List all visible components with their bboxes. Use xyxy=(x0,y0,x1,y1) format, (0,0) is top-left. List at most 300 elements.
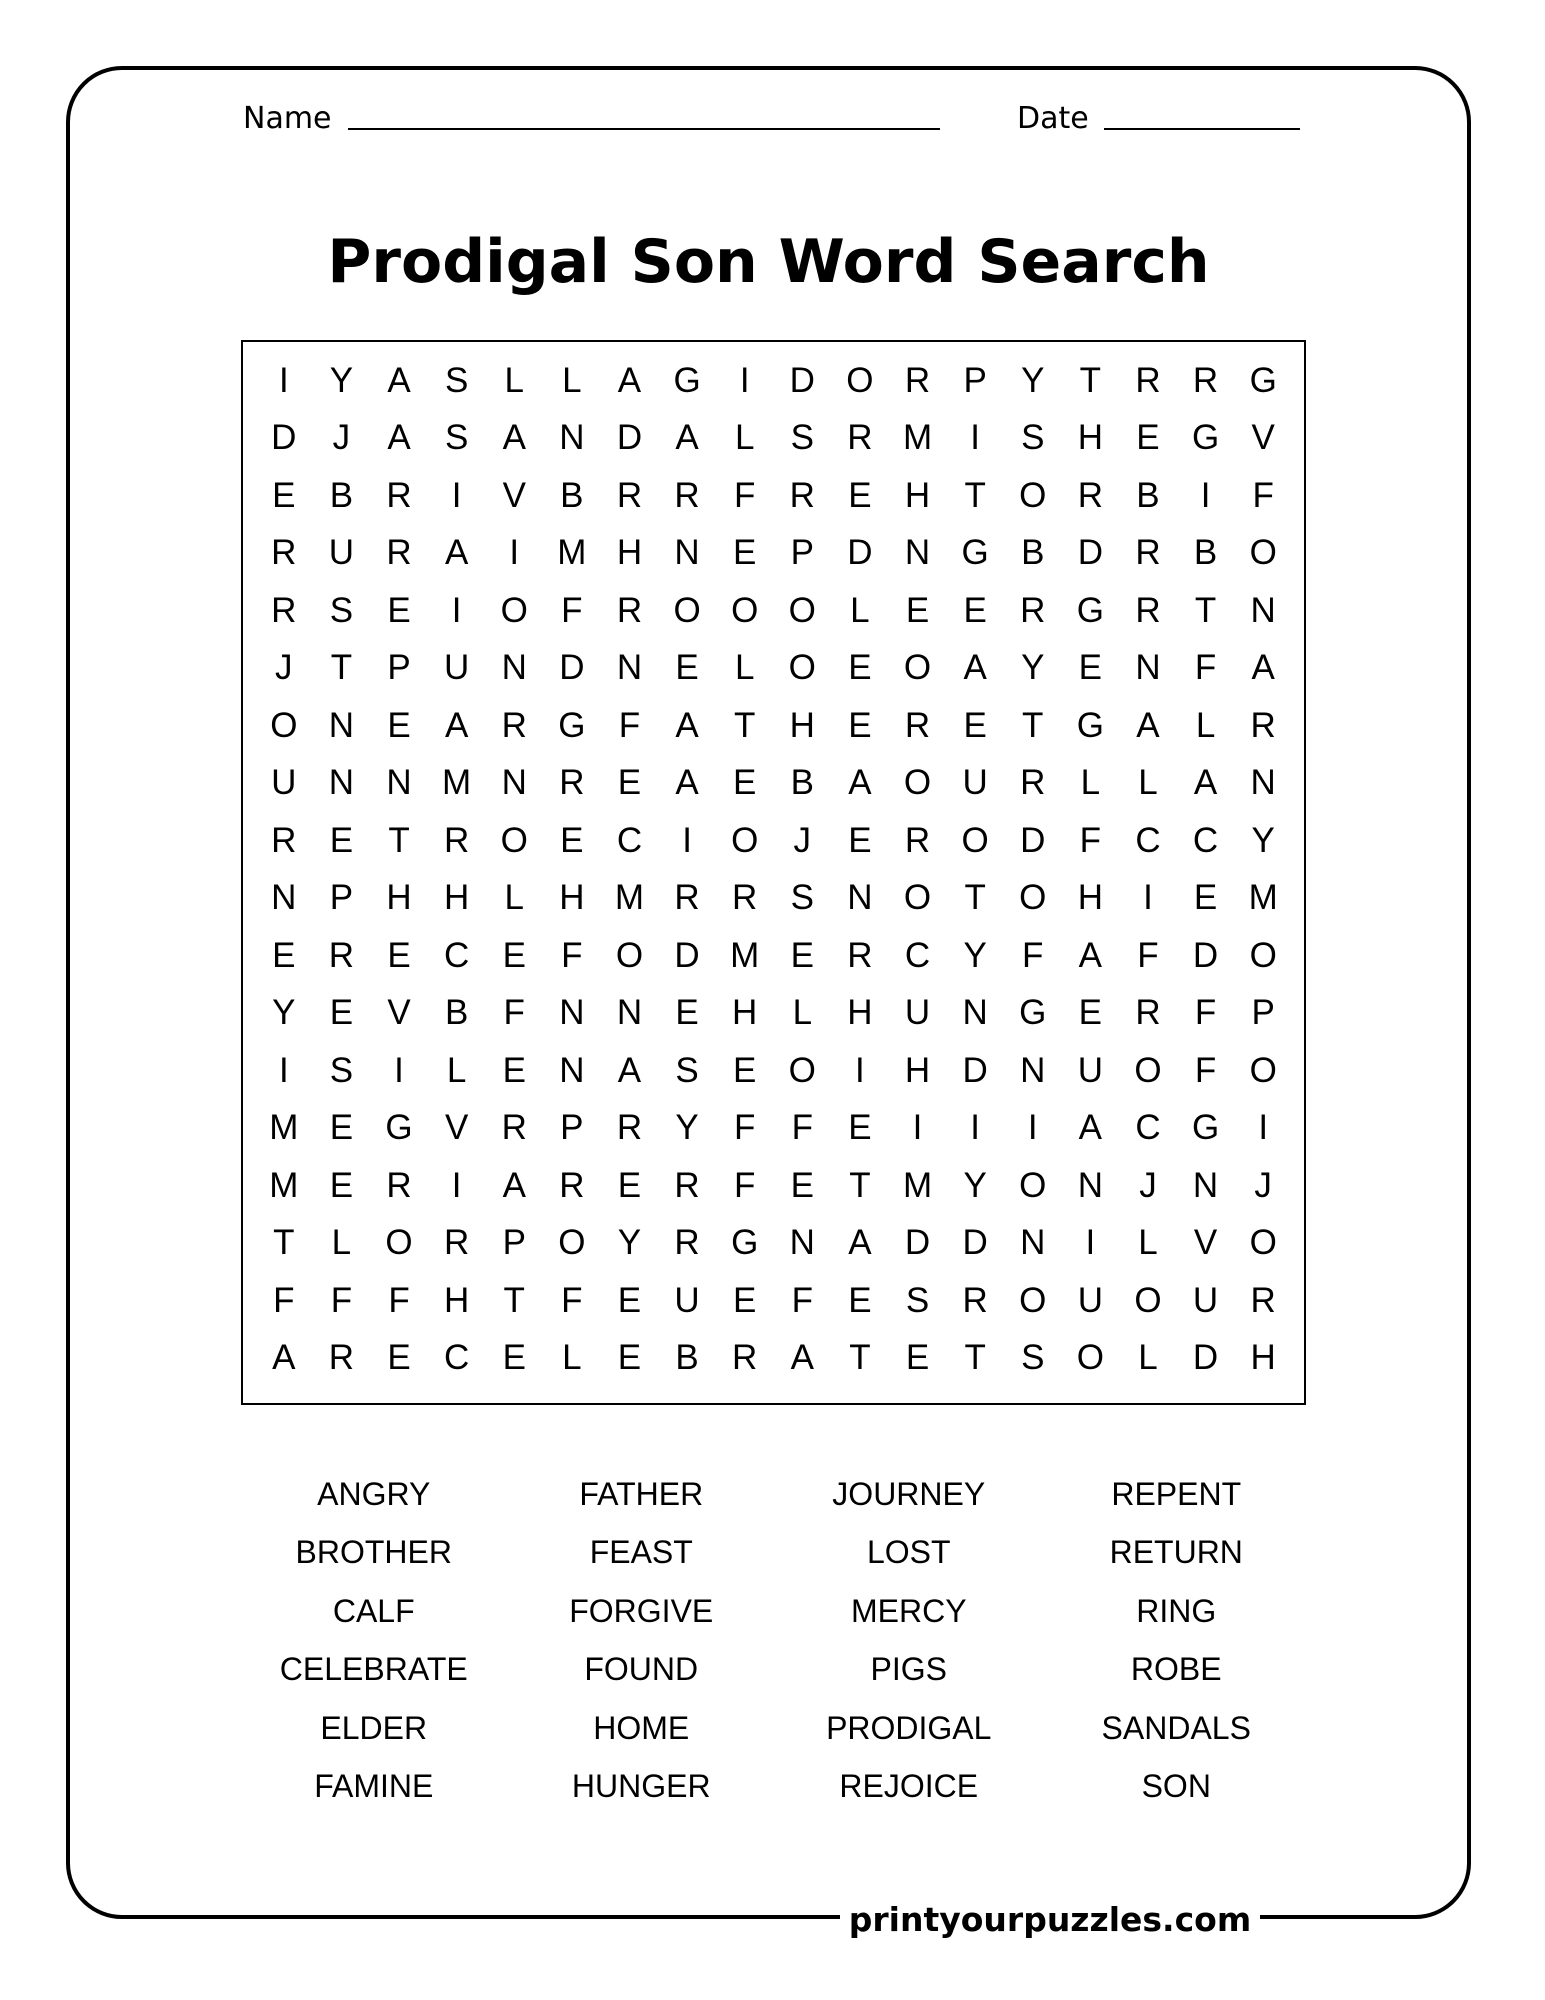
grid-letter: Y xyxy=(272,993,296,1033)
grid-letter: E xyxy=(329,1165,354,1205)
grid-letter: F xyxy=(791,1108,813,1148)
grid-letter: L xyxy=(504,360,524,400)
grid-letter: R xyxy=(904,705,931,745)
grid-letter: A xyxy=(675,705,699,745)
grid-letter: P xyxy=(387,648,411,688)
grid-letter: I xyxy=(278,360,289,400)
grid-letter: F xyxy=(733,1108,756,1148)
grid-letter: S xyxy=(905,1280,930,1320)
grid-letter: E xyxy=(387,590,411,630)
grid-letter: D xyxy=(962,1223,988,1263)
grid-letter: U xyxy=(1192,1280,1219,1320)
grid-letter: E xyxy=(387,935,411,975)
grid-letter: O xyxy=(1134,1050,1162,1090)
grid-letter: L xyxy=(1138,1338,1158,1378)
grid-letter: A xyxy=(387,360,411,400)
grid-letter: G xyxy=(673,360,701,400)
grid-letter: G xyxy=(1019,993,1047,1033)
letter-grid xyxy=(241,340,1306,1405)
grid-letter: A xyxy=(963,648,987,688)
grid-letter: E xyxy=(848,1108,872,1148)
grid-letter: R xyxy=(1250,1280,1276,1320)
grid-letter: T xyxy=(273,1223,295,1263)
grid-letter: O xyxy=(788,648,816,688)
grid-letter: R xyxy=(847,935,873,975)
grid-letter: G xyxy=(1191,418,1220,458)
grid-letter: F xyxy=(791,1280,813,1320)
grid-letter: E xyxy=(790,1165,814,1205)
grid-letter: F xyxy=(618,705,641,745)
grid-letter: E xyxy=(329,1108,354,1148)
grid-letter: D xyxy=(962,1050,988,1090)
grid-letter: D xyxy=(1020,820,1046,860)
grid-letter: E xyxy=(560,820,584,860)
word-list-item: SON xyxy=(1141,1767,1211,1804)
grid-letter: E xyxy=(502,1050,526,1090)
grid-letter: L xyxy=(331,1223,352,1263)
grid-letter: C xyxy=(1135,1108,1161,1148)
grid-letter: E xyxy=(1193,878,1218,918)
grid-letter: J xyxy=(332,418,351,458)
grid-letter: E xyxy=(1078,648,1103,688)
grid-letter: D xyxy=(1077,533,1103,573)
grid-letter: M xyxy=(557,533,587,573)
grid-letter: N xyxy=(559,418,585,458)
grid-letter: I xyxy=(970,1108,980,1148)
grid-letter: M xyxy=(269,1108,299,1148)
grid-letter: O xyxy=(500,590,528,630)
grid-letter: B xyxy=(560,475,584,515)
grid-letter: R xyxy=(616,1108,643,1148)
grid-letter: F xyxy=(561,1280,583,1320)
grid-letter: U xyxy=(328,533,355,573)
word-list-item: HUNGER xyxy=(571,1767,711,1804)
word-list-item: FEAST xyxy=(589,1534,693,1571)
grid-letter: O xyxy=(1019,878,1047,918)
grid-letter: H xyxy=(1077,418,1103,458)
grid-letter: R xyxy=(271,590,297,630)
grid-letter: Y xyxy=(963,935,987,975)
grid-letter: O xyxy=(788,590,816,630)
word-list-item: FORGIVE xyxy=(569,1592,714,1629)
grid-letter: A xyxy=(617,360,642,400)
grid-letter: G xyxy=(558,705,586,745)
grid-letter: R xyxy=(443,820,470,860)
grid-letter: S xyxy=(1021,418,1045,458)
grid-letter: Y xyxy=(1021,648,1045,688)
grid-letter: P xyxy=(329,878,354,918)
grid-letter: R xyxy=(904,360,931,400)
grid-letter: R xyxy=(271,820,297,860)
grid-letter: A xyxy=(675,763,699,803)
grid-letter: G xyxy=(1249,360,1277,400)
grid-letter: O xyxy=(615,935,644,975)
grid-letter: A xyxy=(1078,935,1103,975)
grid-letter: V xyxy=(502,475,526,515)
grid-letter: H xyxy=(904,1050,931,1090)
word-list-item: BROTHER xyxy=(295,1534,452,1571)
grid-letter: B xyxy=(444,993,469,1033)
grid-letter: N xyxy=(328,705,355,745)
grid-letter: D xyxy=(847,533,873,573)
grid-letter: Y xyxy=(1021,360,1045,400)
grid-letter: C xyxy=(1135,820,1161,860)
word-list-item: REJOICE xyxy=(839,1767,979,1804)
grid-letter: N xyxy=(616,993,643,1033)
grid-letter: R xyxy=(501,1108,527,1148)
grid-letter: A xyxy=(617,1050,642,1090)
grid-letter: I xyxy=(1258,1108,1269,1148)
grid-letter: D xyxy=(559,648,585,688)
grid-letter: J xyxy=(275,648,293,688)
grid-letter: N xyxy=(674,533,700,573)
grid-letter: A xyxy=(1251,648,1275,688)
date-field[interactable] xyxy=(1104,128,1300,130)
word-list-item: HOME xyxy=(593,1709,690,1746)
grid-letter: A xyxy=(502,1165,526,1205)
grid-letter: O xyxy=(1019,475,1047,515)
grid-letter: F xyxy=(1194,648,1217,688)
grid-letter: E xyxy=(675,993,699,1033)
grid-letter: E xyxy=(848,820,872,860)
grid-letter: I xyxy=(1085,1223,1096,1263)
word-list-item: REPENT xyxy=(1111,1476,1242,1512)
grid-letter: H xyxy=(789,705,815,745)
grid-letter: E xyxy=(963,705,987,745)
grid-letter: O xyxy=(903,878,932,918)
grid-letter: I xyxy=(509,533,520,573)
grid-letter: F xyxy=(1079,820,1102,860)
grid-letter: T xyxy=(330,648,353,688)
grid-letter: E xyxy=(617,1338,642,1378)
grid-letter: F xyxy=(1137,935,1159,975)
grid-letter: O xyxy=(731,590,759,630)
grid-letter: A xyxy=(1136,705,1160,745)
grid-letter: H xyxy=(904,475,931,515)
grid-letter: H xyxy=(443,1280,470,1320)
grid-letter: O xyxy=(385,1223,413,1263)
grid-letter: N xyxy=(1020,1223,1046,1263)
grid-letter: I xyxy=(451,590,462,630)
grid-letter: N xyxy=(789,1223,815,1263)
grid-letter: H xyxy=(1250,1338,1276,1378)
grid-letter: M xyxy=(1248,878,1278,918)
grid-letter: D xyxy=(674,935,700,975)
grid-letter: F xyxy=(1252,475,1274,515)
name-field[interactable] xyxy=(348,128,940,130)
grid-letter: R xyxy=(328,1338,355,1378)
grid-letter: A xyxy=(1193,763,1218,803)
grid-letter: N xyxy=(1135,648,1161,688)
grid-letter: J xyxy=(1254,1165,1272,1205)
grid-letter: R xyxy=(1135,533,1161,573)
grid-letter: E xyxy=(387,705,411,745)
grid-letter: F xyxy=(1194,993,1217,1033)
page-title: Prodigal Son Word Search xyxy=(327,227,1210,297)
grid-letter: R xyxy=(1192,360,1219,400)
grid-letter: E xyxy=(617,1280,642,1320)
word-list-item: PRODIGAL xyxy=(826,1709,992,1746)
grid-letter: M xyxy=(269,1165,299,1205)
grid-letter: T xyxy=(849,1165,871,1205)
grid-letter: T xyxy=(503,1280,525,1320)
grid-letter: O xyxy=(1076,1338,1104,1378)
word-list-item: ELDER xyxy=(320,1709,428,1746)
grid-letter: N xyxy=(271,878,297,918)
grid-letter: Y xyxy=(617,1223,642,1263)
grid-letter: T xyxy=(1194,590,1217,630)
grid-letter: G xyxy=(1191,1108,1220,1148)
grid-letter: I xyxy=(451,1165,462,1205)
grid-letter: C xyxy=(443,1338,470,1378)
grid-letter: C xyxy=(1192,820,1219,860)
grid-letter: H xyxy=(443,878,470,918)
grid-letter: V xyxy=(444,1108,469,1148)
grid-letter: F xyxy=(733,1165,756,1205)
grid-letter: N xyxy=(1020,1050,1046,1090)
grid-letter: H xyxy=(386,878,412,918)
grid-letter: A xyxy=(387,418,411,458)
grid-letter: R xyxy=(674,475,700,515)
grid-letter: O xyxy=(846,360,874,400)
date-label: Date xyxy=(1017,101,1089,136)
grid-letter: O xyxy=(673,590,701,630)
grid-letter: E xyxy=(905,1338,930,1378)
grid-letter: R xyxy=(328,935,355,975)
grid-letter: A xyxy=(848,763,872,803)
grid-letter: E xyxy=(502,935,526,975)
grid-letter: S xyxy=(444,360,469,400)
grid-letter: R xyxy=(1135,360,1161,400)
grid-letter: B xyxy=(1021,533,1045,573)
grid-letter: I xyxy=(1027,1108,1038,1148)
grid-letter: J xyxy=(1139,1165,1157,1205)
grid-letter: T xyxy=(849,1338,871,1378)
grid-letter: B xyxy=(1136,475,1160,515)
grid-letter: C xyxy=(904,935,931,975)
grid-letter: R xyxy=(386,475,412,515)
grid-letter: B xyxy=(675,1338,699,1378)
word-list-item: CELEBRATE xyxy=(279,1651,468,1688)
grid-letter: R xyxy=(559,763,585,803)
grid-letter: E xyxy=(1136,418,1160,458)
grid-letter: D xyxy=(616,418,643,458)
grid-letter: I xyxy=(739,360,750,400)
grid-letter: O xyxy=(903,648,932,688)
grid-letter: L xyxy=(1080,763,1101,803)
grid-letter: E xyxy=(790,935,814,975)
grid-letter: E xyxy=(502,1338,526,1378)
grid-letter: N xyxy=(962,993,988,1033)
grid-letter: O xyxy=(270,705,298,745)
grid-letter: R xyxy=(1250,705,1276,745)
grid-letter: N xyxy=(1192,1165,1219,1205)
grid-letter: L xyxy=(1195,705,1216,745)
grid-letter: A xyxy=(675,418,699,458)
grid-letter: E xyxy=(733,763,757,803)
grid-letter: N xyxy=(1250,590,1276,630)
grid-letter: R xyxy=(674,1223,700,1263)
grid-letter: R xyxy=(1135,590,1161,630)
grid-letter: L xyxy=(734,648,755,688)
grid-letter: V xyxy=(1193,1223,1218,1263)
grid-letter: L xyxy=(1138,1223,1158,1263)
grid-letter: C xyxy=(616,820,643,860)
grid-letter: R xyxy=(386,1165,412,1205)
grid-letter: M xyxy=(902,1165,933,1205)
grid-letter: O xyxy=(788,1050,816,1090)
grid-letter: I xyxy=(1200,475,1211,515)
grid-letter: E xyxy=(733,533,757,573)
grid-letter: N xyxy=(386,763,412,803)
grid-letter: Y xyxy=(963,1165,987,1205)
grid-letter: N xyxy=(328,763,355,803)
grid-letter: U xyxy=(443,648,470,688)
grid-letter: G xyxy=(731,1223,759,1263)
grid-letter: T xyxy=(388,820,410,860)
grid-letter: O xyxy=(903,763,932,803)
grid-letter: N xyxy=(904,533,931,573)
grid-letter: E xyxy=(329,820,354,860)
grid-letter: A xyxy=(1078,1108,1103,1148)
grid-letter: A xyxy=(272,1338,296,1378)
grid-letter: O xyxy=(1249,1223,1277,1263)
grid-letter: F xyxy=(733,475,756,515)
grid-letter: O xyxy=(1134,1280,1162,1320)
grid-letter: T xyxy=(1022,705,1044,745)
grid-letter: O xyxy=(1249,1050,1277,1090)
grid-letter: A xyxy=(502,418,526,458)
grid-letter: L xyxy=(734,418,755,458)
grid-letter: M xyxy=(442,763,472,803)
grid-letter: B xyxy=(1193,533,1218,573)
grid-letter: A xyxy=(444,705,469,745)
grid-letter: M xyxy=(614,878,645,918)
grid-letter: A xyxy=(848,1223,872,1263)
grid-letter: S xyxy=(790,878,814,918)
grid-letter: H xyxy=(616,533,643,573)
grid-letter: I xyxy=(682,820,692,860)
grid-letter: U xyxy=(904,993,931,1033)
grid-letter: R xyxy=(443,1223,470,1263)
word-list xyxy=(240,1465,1310,1815)
grid-letter: O xyxy=(1019,1165,1047,1205)
word-list-item: ROBE xyxy=(1130,1651,1222,1688)
grid-letter: L xyxy=(1138,763,1158,803)
grid-letter: H xyxy=(847,993,873,1033)
grid-letter: F xyxy=(561,935,583,975)
grid-letter: E xyxy=(329,993,354,1033)
grid-letter: D xyxy=(1192,935,1219,975)
grid-letter: H xyxy=(732,993,758,1033)
word-list-item: PIGS xyxy=(870,1651,947,1688)
grid-letter: D xyxy=(1192,1338,1219,1378)
grid-letter: E xyxy=(617,1165,642,1205)
grid-letter: R xyxy=(962,1280,988,1320)
grid-letter: G xyxy=(1076,705,1104,745)
grid-letter: E xyxy=(675,648,699,688)
grid-letter: E xyxy=(848,705,872,745)
grid-letter: O xyxy=(1249,533,1277,573)
grid-letter: P xyxy=(560,1108,584,1148)
grid-letter: F xyxy=(503,993,525,1033)
grid-letter: R xyxy=(674,878,700,918)
grid-letter: L xyxy=(446,1050,467,1090)
grid-letter: F xyxy=(330,1280,353,1320)
grid-letter: I xyxy=(394,1050,404,1090)
word-list-item: LOST xyxy=(866,1534,951,1571)
grid-letter: H xyxy=(559,878,585,918)
grid-letter: O xyxy=(1249,935,1277,975)
grid-letter: B xyxy=(329,475,354,515)
grid-letter: S xyxy=(329,590,354,630)
grid-letter: Y xyxy=(1251,820,1275,860)
grid-letter: R xyxy=(1020,590,1046,630)
word-list-item: RETURN xyxy=(1109,1534,1243,1571)
grid-letter: M xyxy=(902,418,933,458)
grid-letter: B xyxy=(790,763,814,803)
grid-letter: T xyxy=(964,475,986,515)
grid-letter: V xyxy=(1251,418,1275,458)
word-list-item: FAMINE xyxy=(314,1767,434,1804)
grid-letter: F xyxy=(388,1280,410,1320)
grid-letter: E xyxy=(387,1338,411,1378)
grid-letter: N xyxy=(501,648,527,688)
grid-letter: O xyxy=(1019,1280,1047,1320)
grid-letter: A xyxy=(790,1338,814,1378)
grid-letter: T xyxy=(964,878,986,918)
word-list-item: FATHER xyxy=(579,1476,704,1512)
grid-letter: E xyxy=(733,1050,757,1090)
grid-letter: Y xyxy=(675,1108,699,1148)
grid-letter: E xyxy=(272,475,296,515)
grid-letter: I xyxy=(855,1050,865,1090)
grid-letter: C xyxy=(443,935,470,975)
grid-letter: L xyxy=(562,1338,582,1378)
grid-letter: L xyxy=(850,590,870,630)
grid-letter: R xyxy=(386,533,412,573)
grid-letter: F xyxy=(561,590,583,630)
grid-letter: E xyxy=(617,763,642,803)
grid-letter: R xyxy=(1077,475,1103,515)
grid-letter: P xyxy=(963,360,987,400)
grid-letter: H xyxy=(1077,878,1103,918)
grid-letter: E xyxy=(272,935,296,975)
grid-letter: D xyxy=(271,418,297,458)
grid-letter: R xyxy=(616,590,643,630)
grid-letter: R xyxy=(904,820,931,860)
grid-letter: R xyxy=(847,418,873,458)
grid-letter: G xyxy=(1076,590,1104,630)
grid-letter: N xyxy=(847,878,873,918)
grid-letter: I xyxy=(1143,878,1153,918)
grid-letter: I xyxy=(278,1050,289,1090)
grid-letter: E xyxy=(1078,993,1103,1033)
grid-letter: L xyxy=(504,878,524,918)
grid-letter: S xyxy=(444,418,469,458)
grid-letter: S xyxy=(329,1050,354,1090)
grid-letter: M xyxy=(730,935,760,975)
grid-letter: R xyxy=(1135,993,1161,1033)
grid-letter: R xyxy=(732,1338,758,1378)
grid-letter: U xyxy=(271,763,297,803)
grid-letter: D xyxy=(789,360,815,400)
grid-letter: N xyxy=(559,993,585,1033)
grid-letter: N xyxy=(501,763,527,803)
grid-letter: R xyxy=(1020,763,1046,803)
grid-letter: R xyxy=(271,533,297,573)
grid-letter: F xyxy=(273,1280,295,1320)
